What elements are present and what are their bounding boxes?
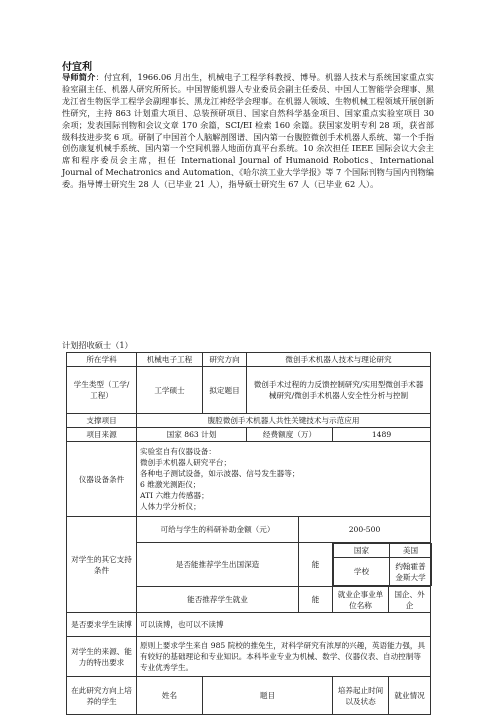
equipment-item: ATI 六维力传感器； (140, 491, 209, 500)
table-caption: 计划招收硕士（1） (62, 340, 133, 350)
advisor-name: 付宜利 (62, 62, 92, 73)
direction-label: 研究方向 (203, 353, 247, 367)
project-label: 支撑项目 (67, 414, 137, 428)
employment-label: 能否推荐学生就业 (137, 587, 299, 613)
topic-label: 拟定题目 (203, 367, 247, 414)
phd-value: 可以读博，也可以不读博 (137, 613, 431, 637)
project-value: 腹腔微创手术机器人共性关键技术与示范应用 (137, 414, 431, 428)
table-row (67, 367, 431, 414)
equipment-item: 各种电子测试设备，如示波器、信号发生器等； (140, 469, 300, 478)
table-row (67, 414, 431, 428)
equipment-item: 人体力学分析仪； (140, 502, 201, 511)
abroad-details (333, 543, 431, 587)
graduates-label: 在此研究方向上培养的学生 (67, 677, 137, 715)
equipment-list (137, 442, 431, 517)
equipment-label: 仪器设备条件 (67, 442, 137, 517)
country-label: 国家 (334, 544, 390, 558)
funding-value: 1489 (333, 428, 431, 442)
direction-value: 微创手术机器人技术与理论研究 (247, 353, 431, 367)
equipment-item: 实验室自有仪器设备： (140, 447, 216, 456)
subsidy-label: 可给与学生的科研补助金额（元） (137, 517, 299, 543)
recruitment-table (66, 352, 431, 715)
table-row (67, 428, 431, 442)
discipline-value: 机械电子工程 (137, 353, 203, 367)
graduates-name-header: 姓名 (137, 677, 203, 715)
support-label: 对学生的其它支持条件 (67, 517, 137, 613)
subsidy-value: 200-500 (299, 517, 431, 543)
student-type-label: 学生类型（工学/工程） (67, 367, 137, 414)
abroad-value: 能 (299, 543, 333, 587)
table-row (67, 517, 431, 543)
source-label: 项目来源 (67, 428, 137, 442)
requirements-value: 原则上要求学生来自 985 院校的推免生，对科学研究有浓厚的兴趣，英语能力强，具有较好的基础理论和专业知识。本科毕业专业为机械、数学、仪器仪表、自动控制等专业优秀学生。 (137, 637, 431, 677)
school-label: 学校 (334, 558, 390, 586)
table-row (67, 613, 431, 637)
employer-value: 国企、外企 (389, 587, 431, 613)
equipment-item: 微创手术机器人研究平台； (140, 458, 232, 467)
table-row (67, 442, 431, 517)
topic-value: 微创手术过程的力反馈控制研究/实用型微创手术器械研究/微创手术机器人安全性分析与控制 (247, 367, 431, 414)
student-type-value: 工学硕士 (137, 367, 203, 414)
phd-label: 是否要求学生读博 (67, 613, 137, 637)
advisor-bio (62, 72, 434, 191)
source-value: 国家 863 计划 (137, 428, 247, 442)
abroad-subtable (333, 543, 432, 586)
bio-text: ：付宜利，1966.06 月出生，机械电子工程学科教授、博导。机器人技术与系统国家重点实验室副主任、机器人研究所所长。中国智能机器人专业委员会副主任委员、中国人工智能学会理事、黑龙江省生物医学工程学会副理事长、黑龙江神经学会理事。在机器人领域、生物机械工程领域开展创新性研究，主持 863 计划重大项目、总装预研项目、国家自然科学基金项目、国家重点实验室项目 30 余项；发表国际刊物和会议文章 170 余篇，SCI/EI 检索 160 余篇。获国家发明专利 28 项，获省部级科技进步奖 6 项。研制了中国首个人脑解剖图谱、国内第一台腹腔微创手术机器人系统、第一个手指创伤康复机械手系统、国内第一个空间机器人地面仿真平台系统。10 余次担任 IEEE 国际会议大会主席和程序委员会主席，担任 International Journal of Humanoid Robotics、International Journal of Mechatronics and Automation、《哈尔滨工业大学学报》等 7 个国际刊物与国内刊物编委。指导博士研究生 28 人（已毕业 21 人），指导硕士研究生 67 人（已毕业 62 人）。 (62, 72, 434, 190)
bio-label: 导师简介 (62, 72, 96, 82)
table-row (67, 637, 431, 677)
funding-label: 经费额度（万） (247, 428, 333, 442)
graduates-employment-header: 就业情况 (389, 677, 431, 715)
school-value: 约翰霍普金斯大学 (390, 558, 432, 586)
table-row (67, 353, 431, 367)
employment-value: 能 (299, 587, 333, 613)
employer-label: 就业企事业单位名称 (333, 587, 389, 613)
graduates-period-header: 培养起止时间以及状态 (333, 677, 389, 715)
country-value: 美国 (390, 544, 432, 558)
equipment-item: 6 维激光测距仪； (140, 480, 201, 489)
table-row (67, 677, 431, 715)
abroad-label: 是否能推荐学生出国深造 (137, 543, 299, 587)
requirements-label: 对学生的来源、能力的特出要求 (67, 637, 137, 677)
discipline-label: 所在学科 (67, 353, 137, 367)
graduates-topic-header: 题目 (203, 677, 333, 715)
